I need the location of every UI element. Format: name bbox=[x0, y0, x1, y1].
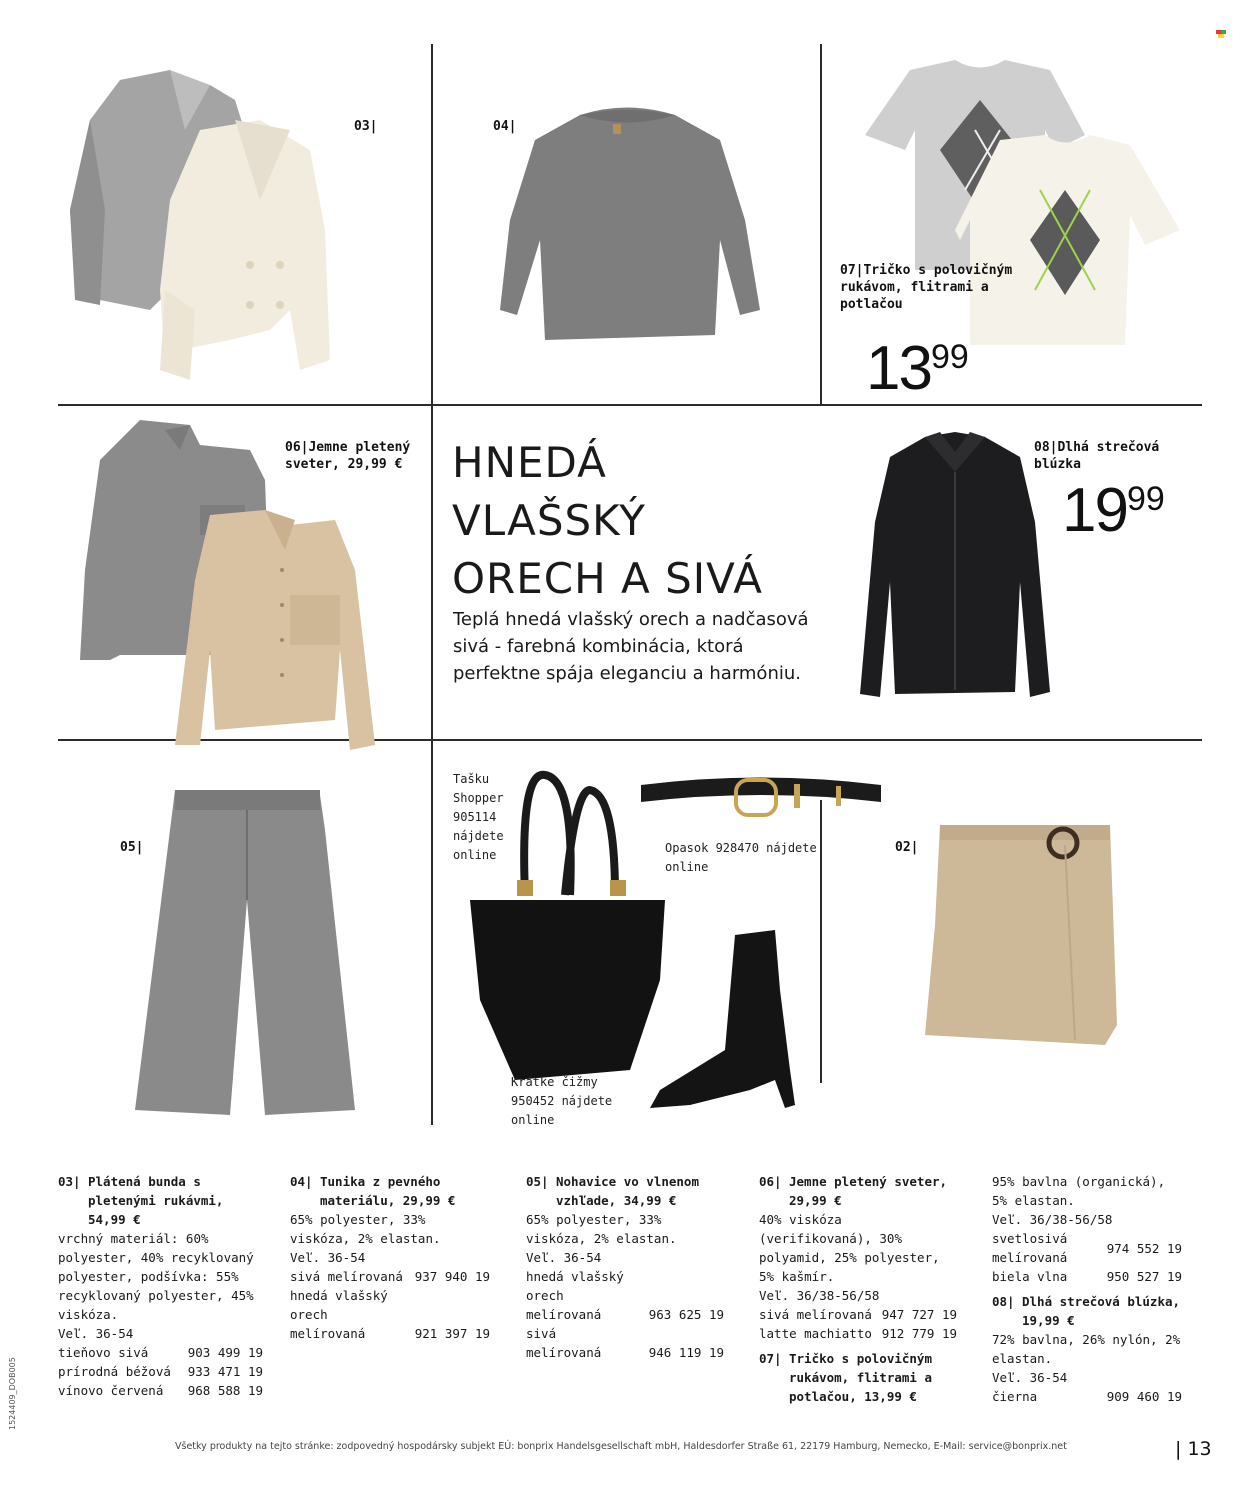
product-label-07: Tričko s polovičným rukávom, flitrami a potlačou bbox=[840, 263, 1013, 312]
price-08-cents: 99 bbox=[1126, 480, 1165, 518]
details-column-04 bbox=[290, 1172, 490, 1343]
product-image-belt[interactable] bbox=[636, 770, 886, 830]
details-row: biela vlna 950 527 19 bbox=[992, 1269, 1182, 1284]
details-size-07: Veľ. 36/38-56/58 bbox=[992, 1212, 1113, 1227]
details-row: tieňovo sivá 903 499 19 bbox=[58, 1345, 263, 1360]
details-heading-07: 07| Tričko s polovičným rukávom, flitrami a potlačou, 13,99 € bbox=[759, 1351, 932, 1404]
product-number-02: 02| bbox=[895, 840, 919, 855]
details-size-05: Veľ. 36-54 bbox=[526, 1250, 602, 1265]
price-07-cents: 99 bbox=[930, 338, 969, 376]
details-row: hnedá vlašský orech melírovaná 963 625 19 bbox=[526, 1269, 724, 1322]
details-column-05 bbox=[526, 1172, 724, 1362]
details-desc-04: 65% polyester, 33% viskóza, 2% elastan. bbox=[290, 1212, 441, 1246]
details-row: sivá melírovaná 946 119 19 bbox=[526, 1326, 724, 1360]
details-column-06 bbox=[759, 1172, 957, 1406]
lead-text: Teplá hnedá vlašský orech a nadčasová sivá - farebná kombinácia, ktorá perfektne spája eleganciu a harmóniu. bbox=[453, 609, 809, 684]
product-label-08: Dlhá strečová blúzka bbox=[1034, 440, 1160, 472]
footer-legal: Všetky produkty na tejto stránke: zodpovedný hospodársky subjekt EÚ: bonprix Handelsgesellschaft mbH, Haldesdorfer Straße 61, 22179 Hamburg, Nemecko, E-Mail: service@bonprix.net bbox=[175, 1441, 1067, 1452]
details-row: vínovo červená 968 588 19 bbox=[58, 1383, 263, 1398]
product-image-05-trousers[interactable] bbox=[135, 790, 360, 1120]
headline-line-2: VLAŠSKÝ bbox=[452, 496, 646, 545]
belt-note: Opasok 928470 nájdete online bbox=[665, 841, 817, 874]
details-row: prírodná béžová 933 471 19 bbox=[58, 1364, 263, 1379]
details-column-07-08 bbox=[992, 1172, 1182, 1406]
product-image-02-skirt[interactable] bbox=[925, 825, 1125, 1047]
product-image-07-tshirts[interactable] bbox=[860, 60, 1190, 360]
details-desc-06: 40% viskóza (verifikovaná), 30% polyamid, 25% polyester, 5% kašmír. bbox=[759, 1212, 940, 1284]
product-number-08-num: 08| bbox=[1034, 440, 1058, 455]
price-08-int: 19 bbox=[1062, 476, 1127, 545]
corner-logo bbox=[1216, 30, 1226, 38]
details-desc-03: vrchný materiál: 60% polyester, 40% recyklovaný polyester, podšívka: 55% recyklovaný polyester, 45% viskóza. bbox=[58, 1231, 254, 1322]
details-row: sivá melírovaná 947 727 19 bbox=[759, 1307, 957, 1322]
product-label-06: Jemne pletený sveter, 29,99 € bbox=[285, 440, 411, 472]
product-image-04-tunic[interactable] bbox=[495, 100, 760, 350]
product-image-08-blouse[interactable] bbox=[855, 432, 1058, 704]
product-number-05: 05| bbox=[120, 840, 144, 855]
details-heading-04: 04| Tunika z pevného materiálu, 29,99 € bbox=[290, 1174, 456, 1208]
page-number: | 13 bbox=[1175, 1438, 1212, 1460]
headline-line-1: HNEDÁ bbox=[452, 438, 607, 487]
vertical-rule-right bbox=[820, 44, 822, 404]
details-desc-05: 65% polyester, 33% viskóza, 2% elastan. bbox=[526, 1212, 677, 1246]
vertical-rule-left bbox=[431, 44, 433, 740]
vertical-rule-bottom-left bbox=[431, 740, 433, 1125]
price-08 bbox=[1062, 476, 1165, 545]
details-row: čierna 909 460 19 bbox=[992, 1389, 1182, 1404]
side-code: 1524409_DOB005 bbox=[8, 1357, 17, 1430]
horizontal-rule-top bbox=[58, 404, 1202, 406]
headline bbox=[452, 434, 812, 608]
details-size-06: Veľ. 36/38-56/58 bbox=[759, 1288, 880, 1303]
product-image-boots[interactable] bbox=[645, 930, 815, 1115]
details-desc-07: 95% bavlna (organická), 5% elastan. bbox=[992, 1174, 1166, 1208]
details-row: sivá melírovaná 937 940 19 bbox=[290, 1269, 490, 1284]
price-07-int: 13 bbox=[866, 334, 931, 403]
product-number-07 bbox=[840, 262, 1020, 313]
details-desc-08: 72% bavlna, 26% nylón, 2% elastan. bbox=[992, 1332, 1181, 1366]
price-07 bbox=[866, 334, 969, 403]
product-number-07-num: 07| bbox=[840, 263, 864, 278]
details-heading-06: 06| Jemne pletený sveter, 29,99 € bbox=[759, 1174, 948, 1208]
product-image-03-jackets[interactable] bbox=[60, 60, 350, 390]
details-column-03 bbox=[58, 1172, 263, 1400]
details-row: hnedá vlašský orech melírovaná 921 397 19 bbox=[290, 1288, 490, 1341]
details-size-08: Veľ. 36-54 bbox=[992, 1370, 1068, 1385]
details-size-03: Veľ. 36-54 bbox=[58, 1326, 134, 1341]
details-row: latte machiatto 912 779 19 bbox=[759, 1326, 957, 1341]
details-heading-05: 05| Nohavice vo vlnenom vzhľade, 34,99 € bbox=[526, 1174, 699, 1208]
headline-line-3: ORECH A SIVÁ bbox=[452, 554, 763, 603]
boots-note: Krátke čižmy 950452 nájdete online bbox=[511, 1075, 613, 1127]
product-number-06 bbox=[285, 439, 435, 473]
product-number-06-num: 06| bbox=[285, 440, 309, 455]
bag-note: Tašku Shopper 905114 nájdete online bbox=[453, 772, 504, 862]
details-heading-03: 03| Plátená bunda s pletenými rukávmi, 54,99 € bbox=[58, 1174, 224, 1227]
details-size-04: Veľ. 36-54 bbox=[290, 1250, 366, 1265]
details-heading-08: 08| Dlhá strečová blúzka, 19,99 € bbox=[992, 1294, 1181, 1328]
details-row: svetlosivá melírovaná 974 552 19 bbox=[992, 1231, 1182, 1265]
product-number-08 bbox=[1034, 439, 1184, 473]
product-number-04: 04| bbox=[493, 119, 517, 134]
product-number-03: 03| bbox=[354, 119, 378, 134]
